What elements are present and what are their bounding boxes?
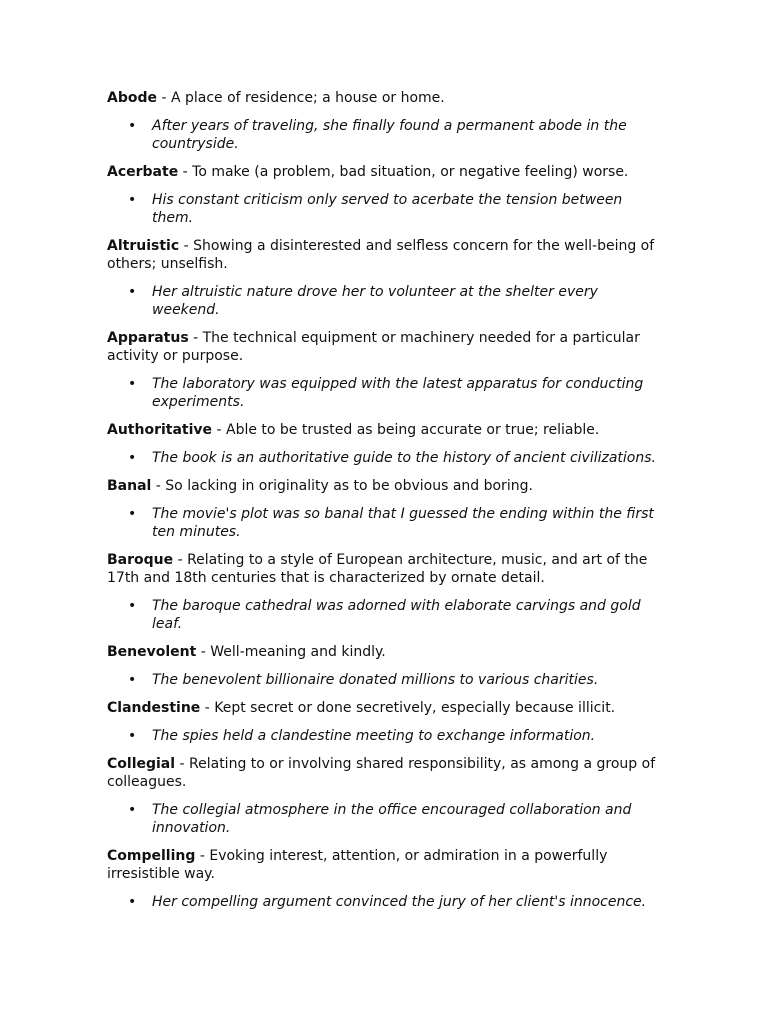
- term: Banal: [107, 478, 152, 494]
- example-list: [107, 283, 658, 319]
- bullet-icon: •: [128, 672, 137, 688]
- example-list: [107, 727, 658, 745]
- example-text: The benevolent billionaire donated millions to various charities.: [152, 672, 599, 688]
- example-item: [107, 597, 658, 633]
- bullet-icon: •: [128, 598, 137, 614]
- definition-text: Evoking interest, attention, or admiration in a powerfully irresistible way.: [107, 848, 608, 882]
- example-item: [107, 191, 658, 227]
- separator: -: [157, 90, 171, 106]
- example-item: [107, 801, 658, 837]
- example-item: [107, 283, 658, 319]
- definition-line: [107, 89, 658, 107]
- example-item: [107, 893, 658, 911]
- glossary-entry-clandestine: [107, 699, 658, 745]
- example-item: [107, 671, 658, 689]
- term: Authoritative: [107, 422, 213, 438]
- term: Compelling: [107, 848, 196, 864]
- glossary-entry-benevolent: [107, 643, 658, 689]
- example-item: [107, 375, 658, 411]
- term: Abode: [107, 90, 157, 106]
- example-text: Her compelling argument convinced the jury of her client's innocence.: [152, 894, 647, 910]
- term: Altruistic: [107, 238, 180, 254]
- definition-text: A place of residence; a house or home.: [170, 90, 445, 106]
- example-item: [107, 449, 658, 467]
- term: Benevolent: [107, 644, 197, 660]
- separator: -: [212, 422, 226, 438]
- definition-line: [107, 163, 658, 181]
- example-text: Her altruistic nature drove her to volunteer at the shelter every weekend.: [152, 284, 598, 318]
- example-list: [107, 117, 658, 153]
- glossary-entry-compelling: [107, 847, 658, 911]
- definition-line: [107, 237, 658, 273]
- term: Clandestine: [107, 700, 201, 716]
- example-list: [107, 597, 658, 633]
- definition-text: To make (a problem, bad situation, or negative feeling) worse.: [192, 164, 629, 180]
- example-list: [107, 801, 658, 837]
- definition-text: The technical equipment or machinery needed for a particular activity or purpose.: [107, 330, 640, 364]
- definition-line: [107, 643, 658, 661]
- separator: -: [178, 164, 193, 180]
- example-text: After years of traveling, she finally found a permanent abode in the countryside.: [152, 118, 627, 152]
- example-text: The movie's plot was so banal that I guessed the ending within the first ten minutes.: [152, 506, 654, 540]
- example-item: [107, 117, 658, 153]
- definition-line: [107, 847, 658, 883]
- definition-text: Kept secret or done secretively, especially because illicit.: [214, 700, 616, 716]
- separator: -: [173, 552, 188, 568]
- term: Acerbate: [107, 164, 179, 180]
- separator: -: [196, 644, 211, 660]
- glossary-entry-baroque: [107, 551, 658, 633]
- glossary-entry-abode: [107, 89, 658, 153]
- separator: -: [175, 756, 190, 772]
- term: Collegial: [107, 756, 176, 772]
- separator: -: [179, 238, 194, 254]
- glossary-entry-acerbate: [107, 163, 658, 227]
- example-text: The baroque cathedral was adorned with elaborate carvings and gold leaf.: [152, 598, 641, 632]
- example-list: [107, 671, 658, 689]
- example-text: The book is an authoritative guide to the history of ancient civilizations.: [152, 450, 656, 466]
- example-item: [107, 505, 658, 541]
- bullet-icon: •: [128, 192, 137, 208]
- example-text: His constant criticism only served to acerbate the tension between them.: [152, 192, 623, 226]
- bullet-icon: •: [128, 450, 137, 466]
- example-text: The collegial atmosphere in the office encouraged collaboration and innovation.: [152, 802, 632, 836]
- bullet-icon: •: [128, 118, 137, 134]
- separator: -: [195, 848, 210, 864]
- example-list: [107, 893, 658, 911]
- glossary-entry-banal: [107, 477, 658, 541]
- definition-line: [107, 699, 658, 717]
- glossary-entry-collegial: [107, 755, 658, 837]
- term: Apparatus: [107, 330, 189, 346]
- glossary-entry-altruistic: [107, 237, 658, 319]
- definition-line: [107, 421, 658, 439]
- definition-text: Relating to or involving shared responsibility, as among a group of colleagues.: [107, 756, 656, 790]
- definition-line: [107, 755, 658, 791]
- example-text: The spies held a clandestine meeting to exchange information.: [152, 728, 596, 744]
- definition-line: [107, 329, 658, 365]
- definition-text: Well-meaning and kindly.: [210, 644, 386, 660]
- example-list: [107, 505, 658, 541]
- example-text: The laboratory was equipped with the latest apparatus for conducting experiments.: [152, 376, 644, 410]
- separator: -: [151, 478, 166, 494]
- example-list: [107, 191, 658, 227]
- bullet-icon: •: [128, 284, 137, 300]
- definition-text: Able to be trusted as being accurate or true; reliable.: [226, 422, 600, 438]
- separator: -: [188, 330, 203, 346]
- definition-line: [107, 551, 658, 587]
- example-item: [107, 727, 658, 745]
- bullet-icon: •: [128, 728, 137, 744]
- separator: -: [200, 700, 215, 716]
- bullet-icon: •: [128, 506, 137, 522]
- term: Baroque: [107, 552, 174, 568]
- example-list: [107, 375, 658, 411]
- example-list: [107, 449, 658, 467]
- definition-text: Relating to a style of European architecture, music, and art of the 17th and 18th centuries that is characterized by ornate detail.: [107, 552, 648, 586]
- glossary-entry-authoritative: [107, 421, 658, 467]
- bullet-icon: •: [128, 802, 137, 818]
- definition-line: [107, 477, 658, 495]
- glossary-entry-apparatus: [107, 329, 658, 411]
- bullet-icon: •: [128, 376, 137, 392]
- definition-text: So lacking in originality as to be obvious and boring.: [165, 478, 533, 494]
- bullet-icon: •: [128, 894, 137, 910]
- definition-text: Showing a disinterested and selfless concern for the well-being of others; unselfish.: [107, 238, 655, 272]
